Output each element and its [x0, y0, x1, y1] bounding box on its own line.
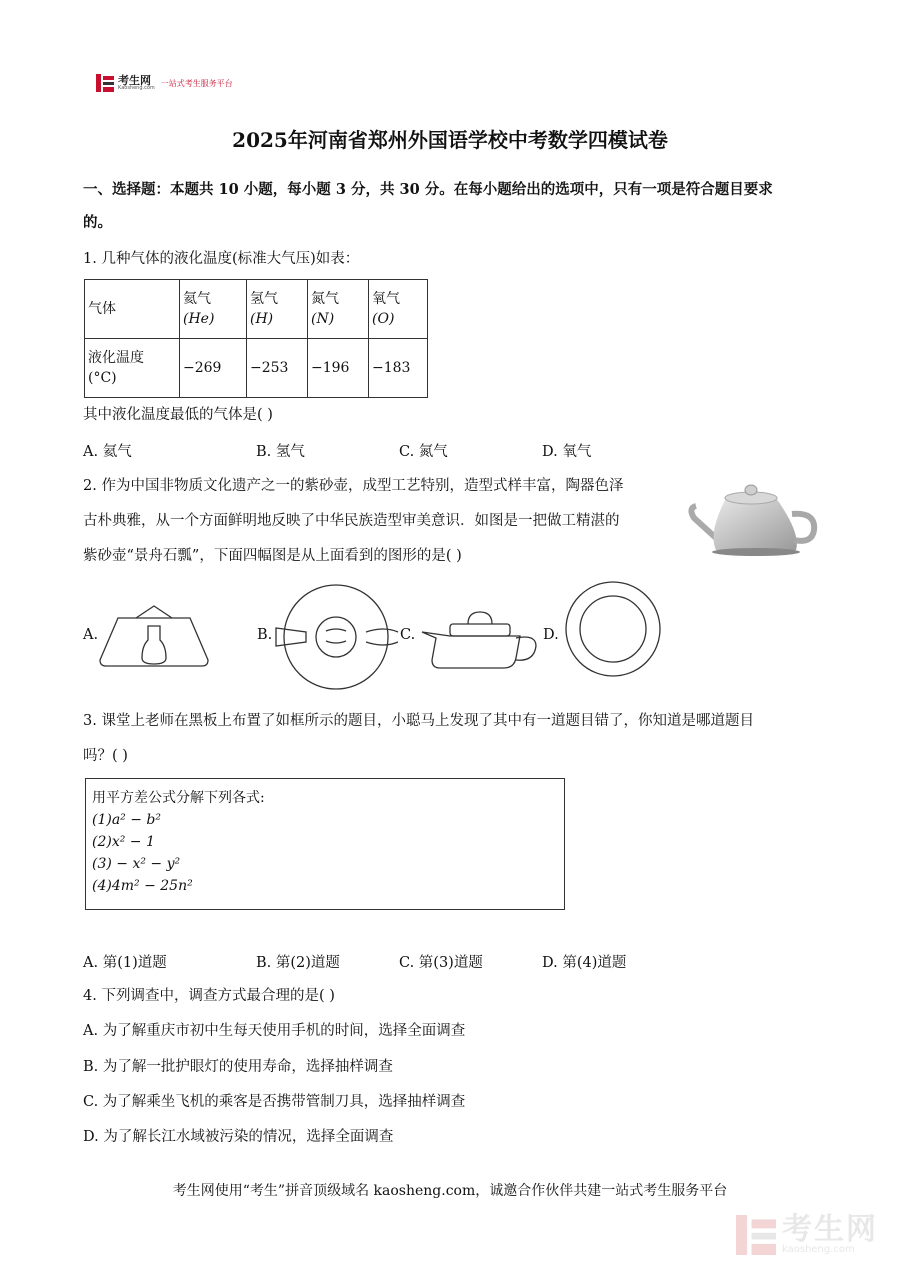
teapot-photo	[686, 478, 820, 562]
q2-option-b-label: B.	[257, 627, 273, 643]
q2-option-a-label: A.	[83, 627, 99, 643]
watermark-logo-icon	[736, 1215, 776, 1255]
q3-option-c: C. 第(3)道题	[399, 955, 483, 971]
q4-option-c: C. 为了解乘坐飞机的乘客是否携带管制刀具，选择抽样调查	[83, 1094, 466, 1110]
table-value-he: −269	[180, 339, 247, 398]
q2-line3: 紫砂壶“景舟石瓢”，下面四幅图是从上面看到的图形的是( )	[83, 548, 462, 564]
q3-box-item-3: (3) − x² − y²	[92, 856, 181, 872]
q2-line2: 古朴典雅，从一个方面鲜明地反映了中华民族造型审美意识．如图是一把做工精湛的	[83, 513, 620, 529]
table-value-o: −183	[369, 339, 428, 398]
q1-gas-table	[84, 279, 428, 398]
watermark-domain: kaosheng.com	[782, 1244, 855, 1255]
q3-box-item-1: (1)a² − b²	[92, 812, 161, 828]
table-value-h: −253	[247, 339, 308, 398]
q2-option-d-figure	[564, 580, 662, 678]
q3-exercise-box	[85, 778, 565, 910]
q3-option-a: A. 第(1)道题	[83, 955, 167, 971]
q3-option-d: D. 第(4)道题	[542, 955, 627, 971]
section-heading-line1: 一、选择题：本题共 10 小题，每小题 3 分，共 30 分。在每小题给出的选项中，只有一项是符合题目要求	[83, 181, 773, 198]
q3-line1: 3. 课堂上老师在黑板上布置了如框所示的题目，小聪马上发现了其中有一道题目错了，你知道是哪道题目	[83, 713, 754, 729]
q3-options	[83, 951, 813, 971]
logo-name: 考生网	[118, 74, 151, 87]
q3-box-item-4: (4)4m² − 25n²	[92, 878, 193, 894]
section-heading-line2: 的。	[83, 214, 112, 231]
q4-option-a: A. 为了解重庆市初中生每天使用手机的时间，选择全面调查	[83, 1023, 466, 1039]
q1-stem: 1. 几种气体的液化温度(标准大气压)如表：	[83, 251, 360, 267]
q4-stem: 4. 下列调查中，调查方式最合理的是( )	[83, 988, 335, 1004]
table-col-h: 氢气 (H)	[247, 280, 308, 339]
q1-question: 其中液化温度最低的气体是( )	[83, 407, 273, 423]
q1-option-b: B. 氢气	[256, 444, 305, 460]
q2-option-a-figure	[98, 604, 210, 670]
table-value-n: −196	[308, 339, 369, 398]
page-footer: 考生网使用“考生”拼音顶级域名 kaosheng.com，诚邀合作伙伴共建一站式考生服务平台	[172, 1183, 728, 1199]
q2-option-d-label: D.	[543, 627, 559, 643]
watermark-name: 考生网	[782, 1212, 878, 1247]
site-logo	[96, 72, 233, 94]
q3-option-b: B. 第(2)道题	[256, 955, 340, 971]
logo-domain: Kaosheng.com	[118, 85, 155, 91]
table-col-n: 氮气 (N)	[308, 280, 369, 339]
q2-option-c-figure	[420, 604, 538, 670]
table-col-o: 氧气 (O)	[369, 280, 428, 339]
q3-box-item-2: (2)x² − 1	[92, 834, 155, 850]
logo-icon	[96, 74, 114, 92]
q1-option-d: D. 氧气	[542, 444, 592, 460]
table-header-label: 气体	[85, 280, 180, 339]
q1-options	[83, 440, 813, 460]
q1-option-c: C. 氮气	[399, 444, 448, 460]
table-col-he: 氦气 (He)	[180, 280, 247, 339]
q1-option-a: A. 氦气	[83, 444, 132, 460]
q2-option-b-figure	[274, 582, 398, 692]
logo-slogan: 一站式考生服务平台	[160, 78, 233, 88]
table-row-label: 液化温度 (°C)	[85, 339, 180, 398]
watermark	[736, 1212, 878, 1255]
q3-box-heading: 用平方差公式分解下列各式:	[92, 790, 265, 806]
q4-option-d: D. 为了解长江水域被污染的情况，选择全面调查	[83, 1129, 394, 1145]
q2-option-c-label: C.	[400, 627, 416, 643]
q4-option-b: B. 为了解一批护眼灯的使用寿命，选择抽样调查	[83, 1059, 393, 1075]
q3-line2: 吗？( )	[83, 748, 128, 764]
q2-line1: 2. 作为中国非物质文化遗产之一的紫砂壶，成型工艺特别，造型式样丰富，陶器色泽	[83, 478, 624, 494]
page-title: 2025年河南省郑州外国语学校中考数学四模试卷	[232, 128, 668, 152]
